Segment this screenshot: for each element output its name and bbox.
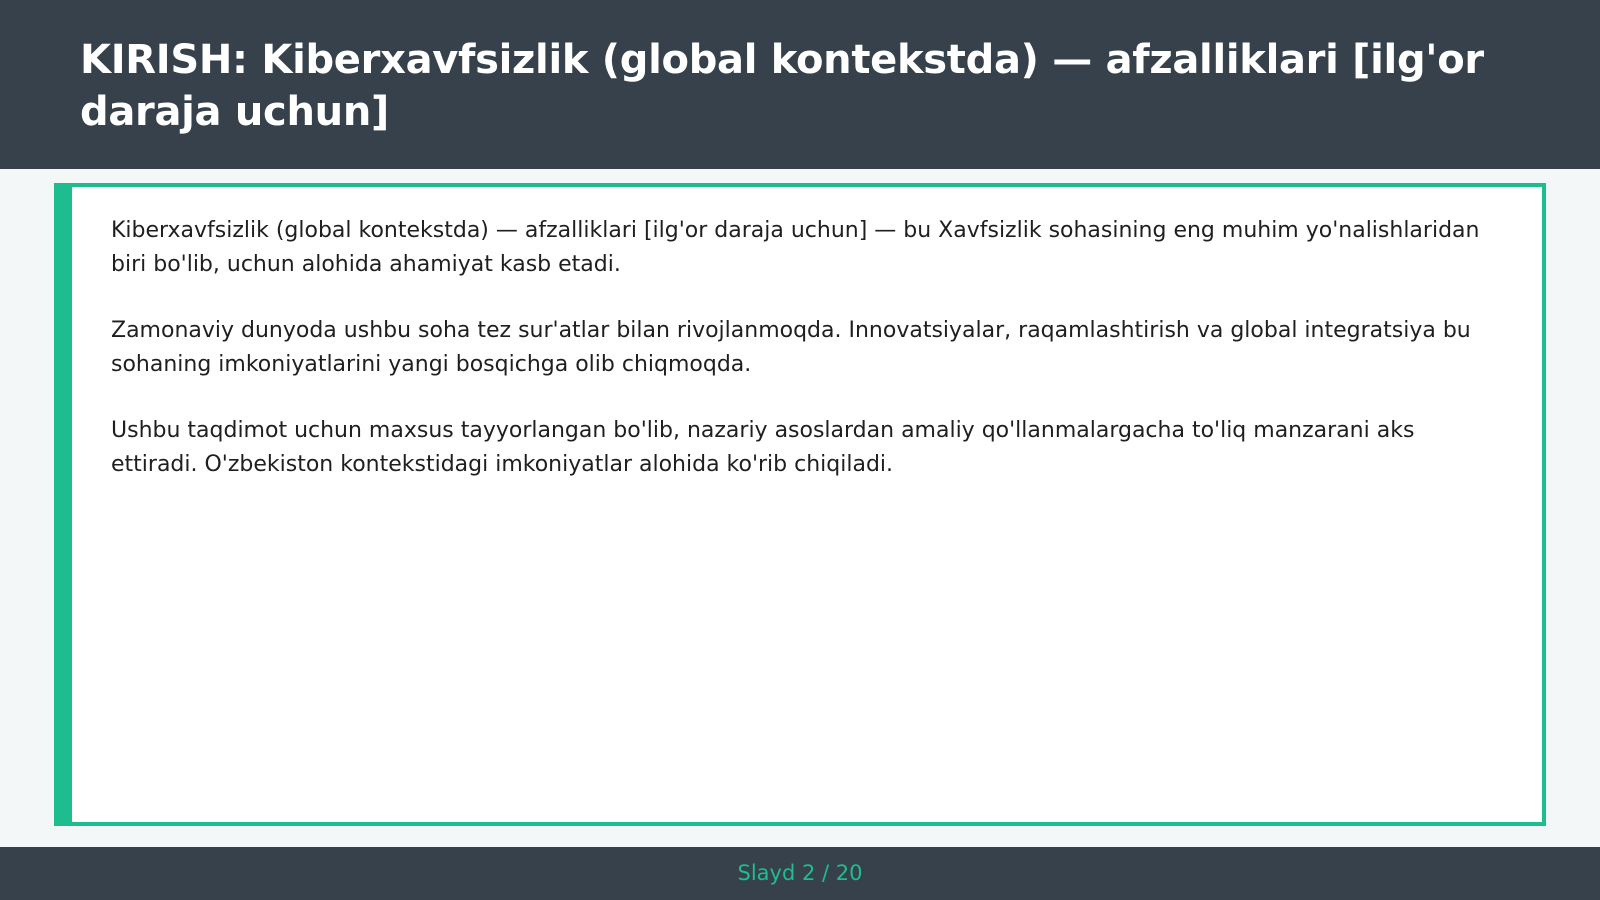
slide-counter: Slayd 2 / 20 xyxy=(737,861,863,885)
intro-paragraph: Kiberxavfsizlik (global kontekstda) — afzalliklari [ilg'or daraja uchun] — bu Xavfsizlik sohasining eng muhim yo'nalishlaridan biri bo'lib, uchun alohida ahamiyat kasb etadi. xyxy=(111,218,1480,277)
content-body xyxy=(111,214,1502,514)
slide-header xyxy=(0,0,1600,169)
presentation-paragraph: Ushbu taqdimot uchun maxsus tayyorlangan bo'lib, nazariy asoslardan amaliy qo'llanmalargacha to'liq manzarani aks ettiradi. O'zbekiston kontekstidagi imkoniyatlar alohida ko'rib chiqiladi. xyxy=(111,418,1415,477)
development-paragraph: Zamonaviy dunyoda ushbu soha tez sur'atlar bilan rivojlanmoqda. Innovatsiyalar, raqamlashtirish va global integratsiya bu sohaning imkoniyatlarini yangi bosqichga olib chiqmoqda. xyxy=(111,318,1471,377)
slide-title: KIRISH: Kiberxavfsizlik (global kontekstda) — afzalliklari [ilg'or daraja uchun] xyxy=(80,37,1484,135)
slide-footer xyxy=(0,847,1600,900)
content-card xyxy=(54,183,1546,826)
